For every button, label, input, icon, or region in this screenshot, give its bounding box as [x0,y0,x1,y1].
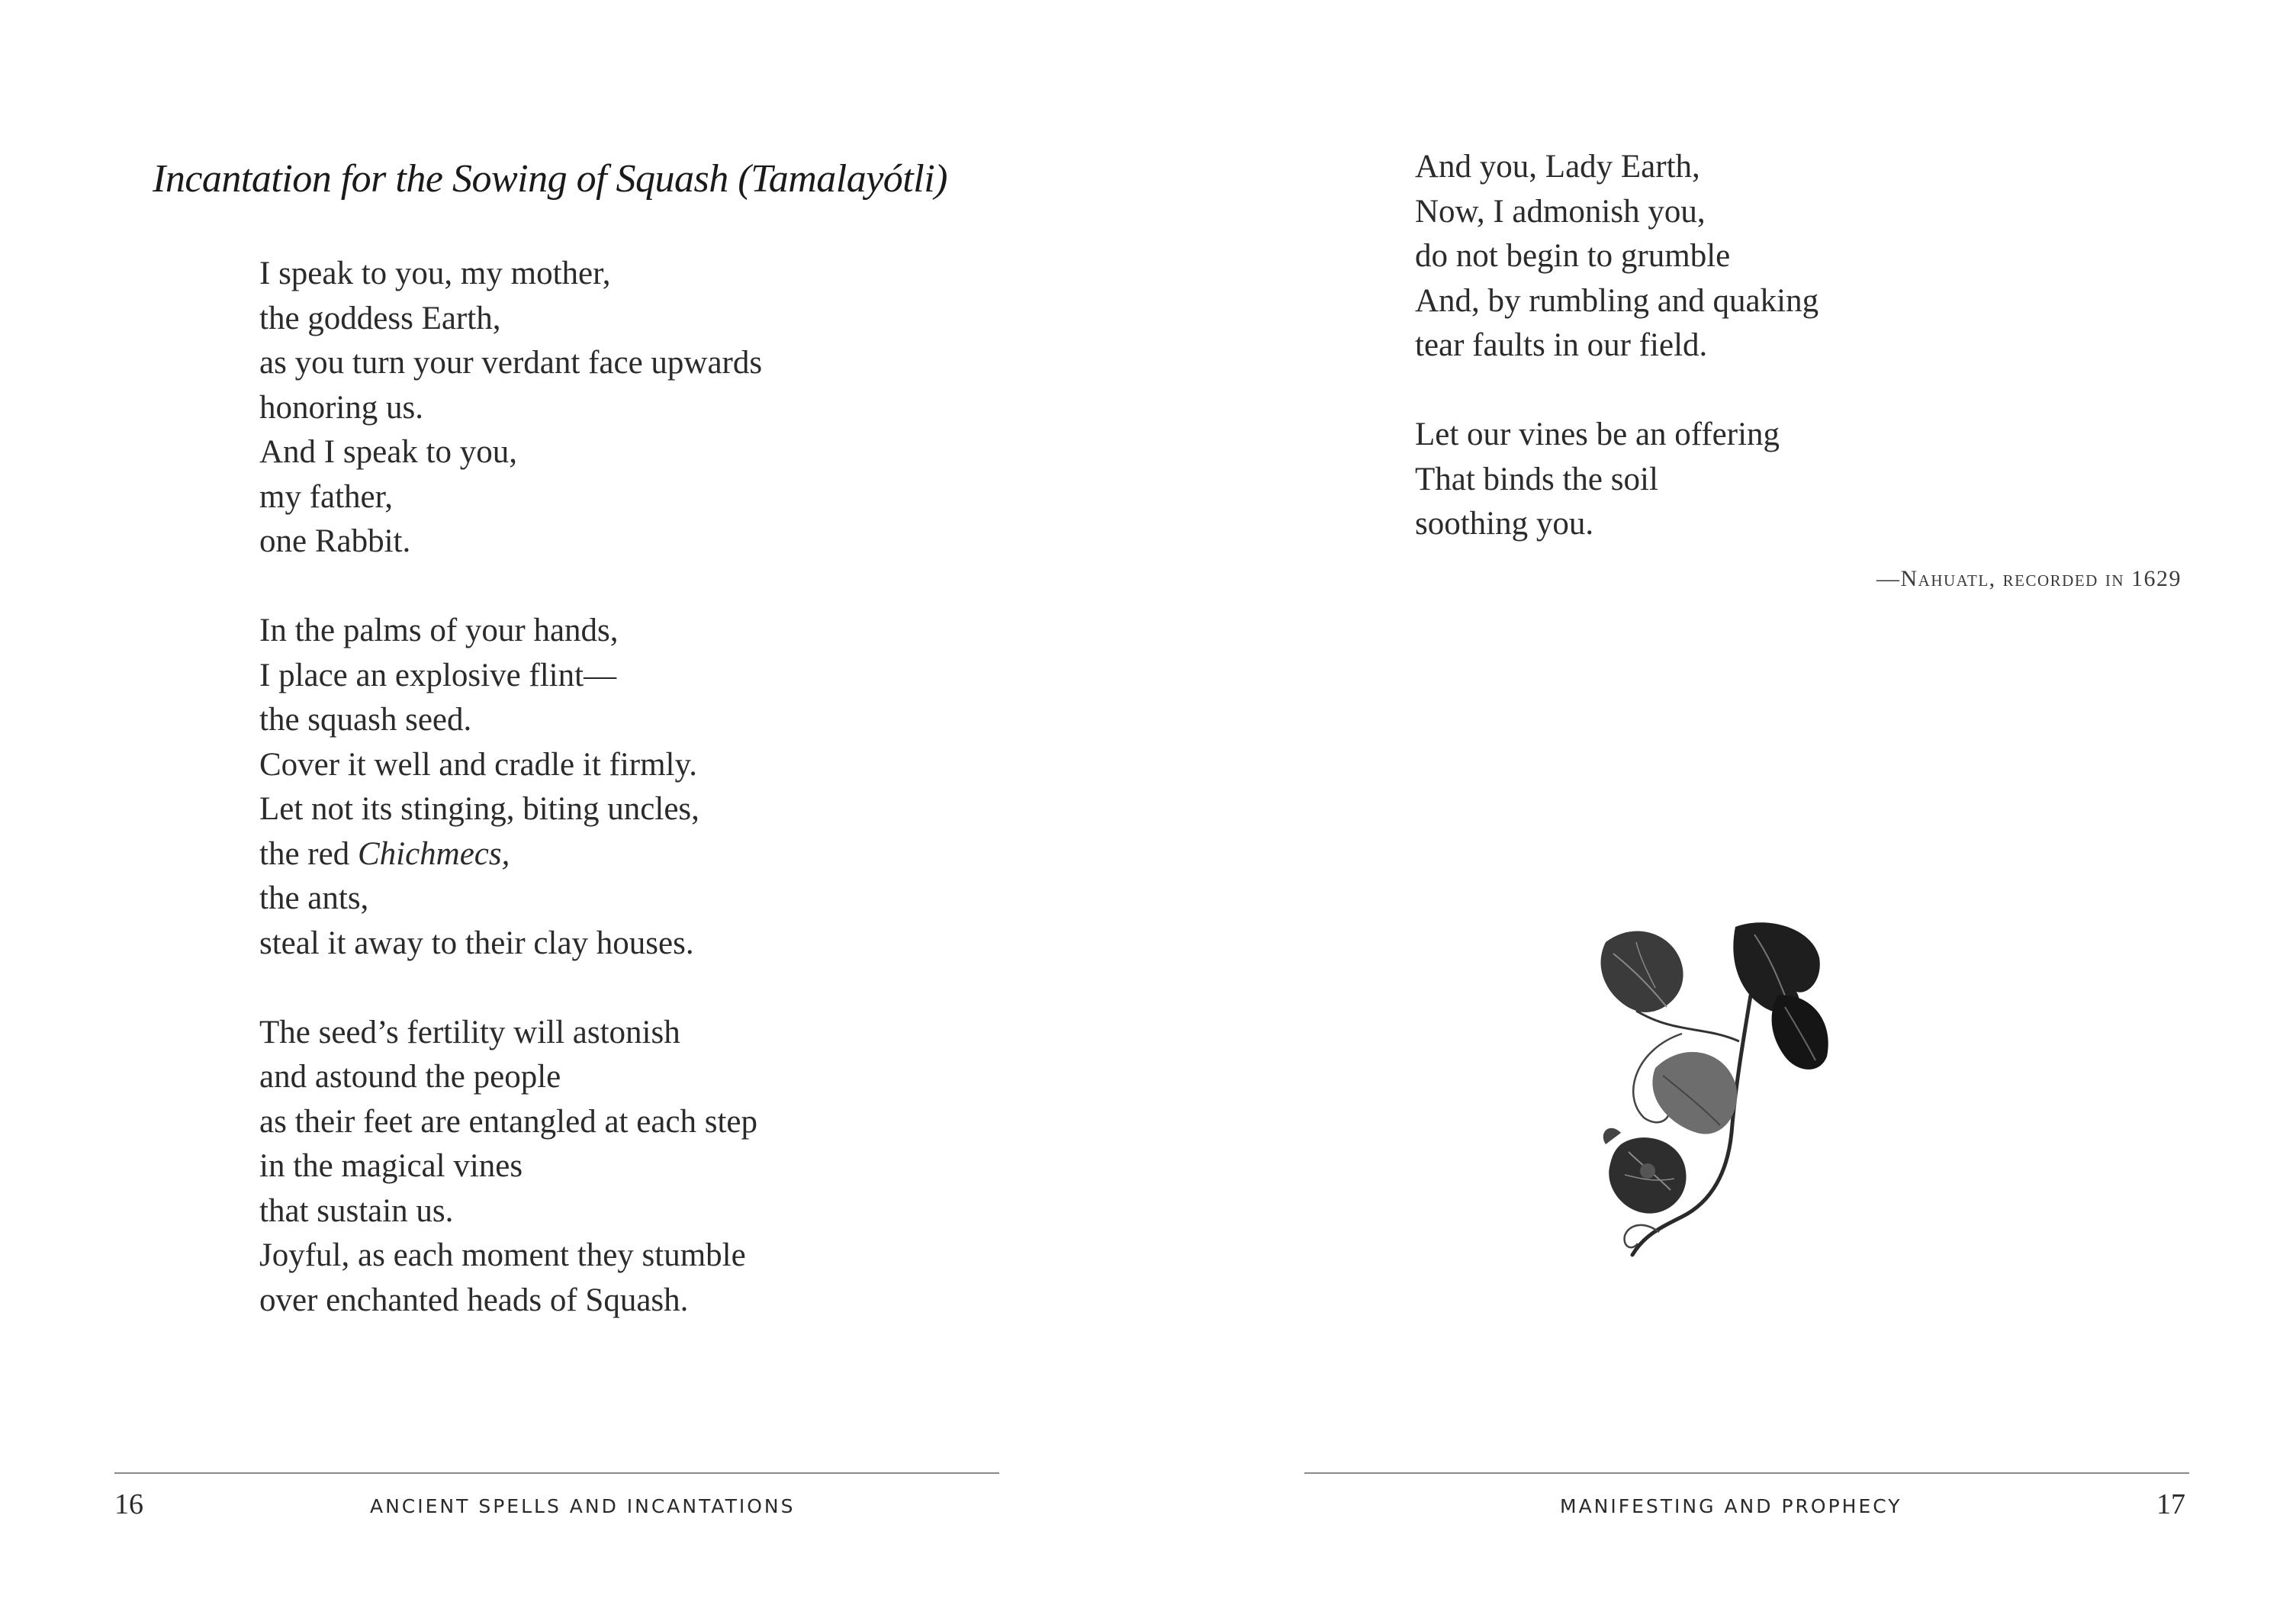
right-poem [1415,145,1818,547]
page-number: 17 [2156,1488,2185,1520]
page-number: 16 [114,1488,143,1520]
poem-line: the goddess Earth, [259,300,501,336]
poem-title: Incantation for the Sowing of Squash (Tamalayótli) [153,157,947,201]
poem-line: And I speak to you, [259,434,517,470]
poem-line: and astound the people [259,1059,561,1095]
poem-line: The seed’s fertility will astonish [259,1014,680,1050]
poem-line-with-italic [259,832,762,877]
poem-line: steal it away to their clay houses. [259,925,694,961]
footer-rule [114,1472,999,1474]
poem-line: do not begin to grumble [1415,238,1731,274]
poem-line: that sustain us. [259,1192,454,1229]
poem-line: the squash seed. [259,702,472,738]
right-page [1148,0,2296,1602]
poem-line: Now, I admonish you, [1415,193,1706,230]
poem-line: as their feet are entangled at each step [259,1103,757,1140]
poem-line: in the magical vines [259,1148,523,1184]
italic-word: Chichmecs, [357,835,510,872]
poem-line: over enchanted heads of Squash. [259,1282,689,1318]
squash-vine-illustration [1590,912,1850,1263]
poem-line: honoring us. [259,389,423,426]
stanza-break [1415,368,1818,413]
running-head: MANIFESTING AND PROPHECY [1560,1495,1902,1517]
poem-line: as you turn your verdant face upwards [259,345,763,381]
left-poem [259,252,762,1323]
poem-line: one Rabbit. [259,523,411,559]
poem-line: my father, [259,478,393,515]
poem-line: And, by rumbling and quaking [1415,282,1819,319]
poem-line: That binds the soil [1415,461,1658,497]
running-head: ANCIENT SPELLS AND INCANTATIONS [370,1495,796,1517]
poem-line: tear faults in our field. [1415,327,1708,363]
poem-line: Let not its stinging, biting uncles, [259,791,699,827]
stanza-break [259,565,762,610]
poem-line: the ants, [259,880,369,916]
poem-line: I place an explosive flint— [259,657,617,693]
stanza-break [259,966,762,1011]
poem-line: In the palms of your hands, [259,613,619,648]
poem-line: Joyful, as each moment they stumble [259,1237,746,1273]
poem-line: I speak to you, my mother, [259,256,611,291]
poem-line-start: the red [259,835,358,872]
poem-line: Cover it well and cradle it firmly. [259,746,697,783]
poem-line: And you, Lady Earth, [1415,149,1700,185]
poem-attribution: —Nahuatl, recorded in 1629 [1876,566,2182,591]
poem-line: Let our vines be an offering [1415,417,1780,452]
footer-rule [1304,1472,2189,1474]
poem-line: soothing you. [1415,506,1594,542]
